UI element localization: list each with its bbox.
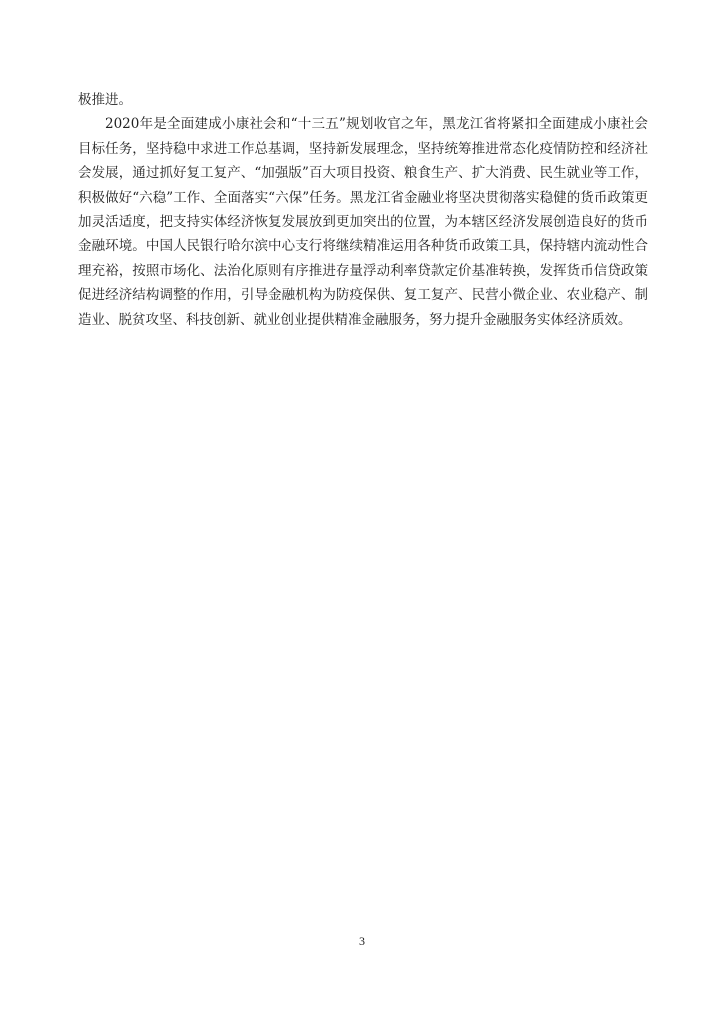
body-text <box>78 88 648 332</box>
page-number: 3 <box>359 934 365 948</box>
paragraph-continuation: 极推进。 <box>78 92 132 108</box>
paragraph-outlook: 2020年是全面建成小康社会和“十三五”规划收官之年，黑龙江省将紧扣全面建成小康社会目标任务，坚持稳中求进工作总基调，坚持新发展理念，坚持统筹推进常态化疫情防控和经济社会发展，通过抓好复工复产、“加强版”百大项目投资、粮食生产、扩大消费、民生就业等工作，积极做好“六稳”工作、全面落实“六保”任务。黑龙江省金融业将坚决贯彻落实稳健的货币政策更加灵活适度，把支持实体经济恢复发展放到更加突出的位置，为本辖区经济发展创造良好的货币金融环境。中国人民银行哈尔滨中心支行将继续精准运用各种货币政策工具，保持辖内流动性合理充裕，按照市场化、法治化原则有序推进存量浮动利率贷款定价基准转换，发挥货币信贷政策促进经济结构调整的作用，引导金融机构为防疫保供、复工复产、民营小微企业、农业稳产、制造业、脱贫攻坚、科技创新、就业创业提供精准金融服务，努力提升金融服务实体经济质效。 <box>78 116 648 328</box>
